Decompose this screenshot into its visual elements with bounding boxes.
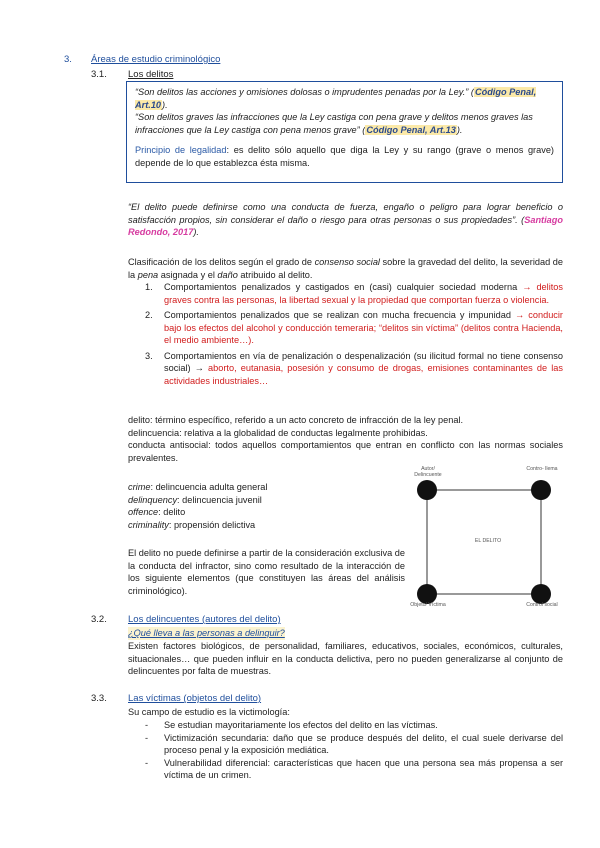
list-item [145,719,563,732]
list-item [145,281,563,306]
delincuentes-text: Existen factores biológicos, de personalidad, familiares, educativos, sociales, económicos, culturales, situacionales… que pueden influir en la conducta delictiva, pero no pueden generalizarse al conjunto de delincuentes por falta de muestras. [128,641,563,676]
terms-block [128,414,563,464]
english-term-word: delinquency [128,494,178,505]
code-quote-2: “Son delitos graves las infracciones que la Ley castiga con pena grave y delitos menos graves las infracciones que la Ley castiga con pena menos grave” (Código Penal, Art.13). [135,112,533,135]
victimas-intro: Su campo de estudio es la victimología: [128,707,290,717]
list-text: Vulnerabilidad diferencial: características que hacen que una persona sea más propensa a ser víctima de un crimen. [164,757,563,780]
list-number: 3. [145,350,153,361]
delito-definition: “El delito puede definirse como una conducta de fuerza, engaño o peligro para lograr beneficio o satisfacción propios, sin considerar el daño o riesgo para otras personas o sus propiedades”. (Santiago Redondo, 2017). [128,202,563,237]
classification-text-b: sobre la gravedad del delito, la severidad de la [128,257,563,280]
classification-text-a: Clasificación de los delitos según el grado de [128,257,315,267]
list-number: 1. [145,282,153,292]
english-term [128,519,388,532]
subsection-number-victimas: 3.3. [91,693,107,704]
list-text: Comportamientos penalizados y castigados en (casi) cualquier sociedad moderna [164,282,518,292]
list-text: Victimización secundaria: daño que se produce después del delito, el cual suele derivarse del proceso penal y la exposición mediática. [164,732,563,755]
classification-text-d: atribuido al delito. [237,269,313,280]
english-terms [128,481,388,531]
classification-em-consenso: consenso social [314,257,380,267]
bullet-dash: - [145,720,149,730]
subsection-number-delincuentes: 3.2. [91,614,107,625]
term-delincuencia: delincuencia: relativa a la globalidad de conductas legalmente prohibidas. [128,427,428,438]
list-text: Se estudian mayoritariamente los efectos del delito en las víctimas. [164,720,438,730]
principle-label: Principio de legalidad [135,145,227,155]
node-autor [417,480,437,500]
definition-box [126,81,563,183]
principle-paragraph [135,144,554,169]
classification-list [145,281,563,387]
list-number: 2. [145,310,153,320]
code-quote-1: “Son delitos las acciones y omisiones dolosas o imprudentes penadas por la Ley.” (Código Penal, Art.10). [135,87,537,110]
list-text: Comportamientos penalizados que se realizan con mucha frecuencia y impunidad [164,310,511,320]
section-title[interactable]: Áreas de estudio criminológico [91,54,221,65]
quote-1-text: “Son delitos las acciones y omisiones dolosas o imprudentes penadas por la Ley.” [135,87,469,97]
english-term-word: criminality [128,519,169,530]
subsection-title-delincuentes[interactable]: Los delincuentes (autores del delito) [128,614,281,625]
english-term-word: offence [128,507,159,517]
english-term-def: : delincuencia adulta general [150,482,268,492]
definition-quote: “El delito puede definirse como una conducta de fuerza, engaño o peligro para lograr beneficio o satisfacción propios, sin considerar el daño o riesgo para otras personas o sus propiedades”. [128,202,563,225]
diagram-label-control-social: Control social [526,602,558,608]
subsection-title-victimas[interactable]: Las víctimas (objetos del delito) [128,693,262,704]
node-victima [417,584,437,604]
principle-text: : es delito sólo aquello que diga la Ley y su rango (grave o menos grave) depende de lo que establezca ésta misma. [135,145,554,168]
english-term [128,481,388,494]
node-control-formal [531,480,551,500]
crime-diagram [408,462,563,612]
classification-em-dano: daño [217,269,238,280]
list-item [145,350,563,388]
english-term-def: : delito [158,507,186,517]
english-term-word: crime [128,482,151,492]
bullet-dash: - [145,732,149,743]
english-term-def: : propensión delictiva [168,519,256,530]
definition-author: Santiago Redondo, 2017 [128,214,563,237]
english-term [128,506,388,519]
list-item [145,309,563,347]
subsection-number-delitos: 3.1. [91,69,107,80]
list-item [145,757,563,782]
victimas-list [145,719,563,782]
delincuentes-question: ¿Qué lleva a las personas a delinquir? [128,628,285,638]
quote-2-text: “Son delitos graves las infracciones que la Ley castiga con pena grave y delitos menos graves las infracciones que la Ley castiga con pena menos grave” [135,112,533,135]
citation-art13: Código Penal, Art.13 [366,124,456,135]
diagram-label-autor: Autor/ Delincuente [414,466,442,478]
subsection-title-delitos[interactable]: Los delitos [128,69,174,80]
english-term [128,494,388,507]
list-item [145,732,563,757]
bullet-dash: - [145,757,149,768]
term-delito: delito: término específico, referido a un acto concreto de infracción de la ley penal. [128,415,464,425]
term-conducta-antisocial: conducta antisocial: todos aquellos comportamientos que entran en conflicto con las normas sociales prevalentes. [128,440,563,463]
classification-em-pena: pena [137,269,159,280]
diagram-label-victima: Objeto/ Víctima [410,602,446,608]
classification-paragraph [128,256,563,281]
list-detail: → delitos graves contra las personas, la libertad sexual y la propiedad que comportan fuerza o violencia. [164,282,563,305]
section-number: 3. [64,54,72,65]
classification-text-c: asignada y el [158,269,218,280]
node-control-social [531,584,551,604]
diagram-paragraph: El delito no puede definirse a partir de la consideración exclusiva de la conducta del infractor, sino como resultado de la interacción de los siguiente elementos (que constituyen las áreas del análisis criminológico). [128,548,405,596]
diagram-center-label: EL DELITO [474,538,502,544]
list-text: Comportamientos en vía de penalización o despenalización (su ilicitud formal no tiene consenso social) → [164,350,563,373]
diagram-label-control-formal: Contro- llema [526,466,558,472]
english-term-def: : delincuencia juvenil [177,494,262,505]
list-detail: aborto, eutanasia, posesión y consumo de drogas, emisiones contaminantes de las actividades industriales… [164,363,563,386]
citation-art10: Código Penal, Art.10 [135,87,537,110]
list-detail: → conducir bajo los efectos del alcohol y conducción temeraria; “delitos sin víctima” (delitos contra Hacienda, el medio ambiente…). [164,310,563,345]
